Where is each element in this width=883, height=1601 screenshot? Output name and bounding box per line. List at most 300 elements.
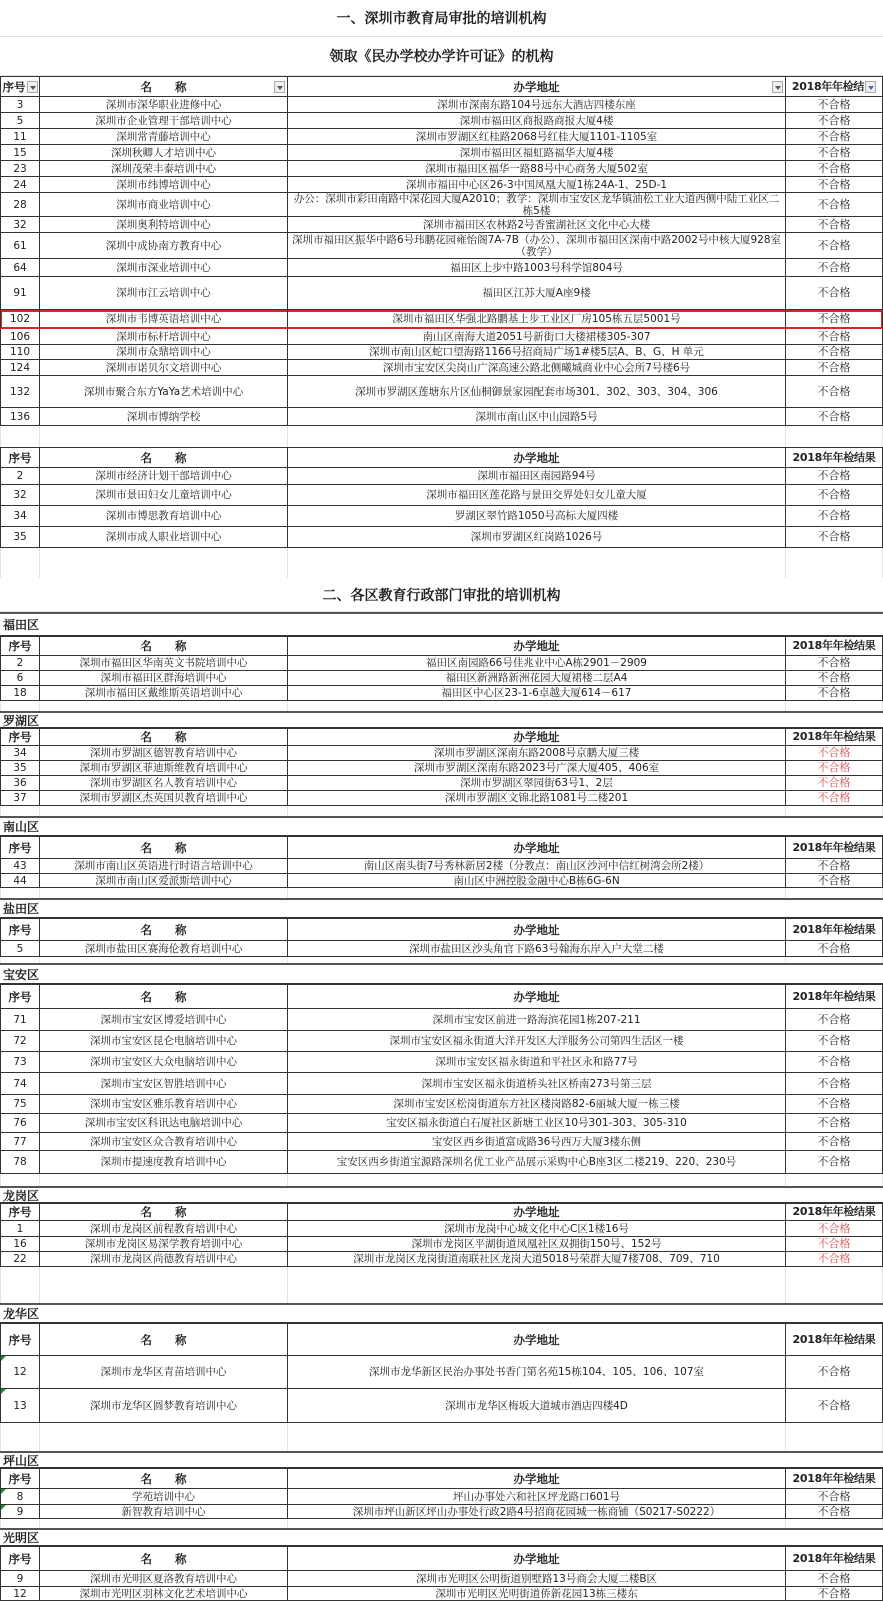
cell-result-text: 不合格 [817, 1055, 851, 1068]
cell-address[interactable] [288, 1389, 786, 1422]
cell-no[interactable] [0, 1133, 40, 1150]
column-header-result[interactable] [786, 729, 883, 745]
cell-no[interactable] [0, 161, 40, 176]
cell-name[interactable] [40, 129, 288, 144]
empty-cell[interactable] [0, 1519, 40, 1528]
empty-cell[interactable] [0, 806, 40, 816]
empty-cell[interactable] [288, 1174, 786, 1186]
cell-name-text: 深圳市标杆培训中心 [116, 330, 211, 343]
cell-address[interactable] [288, 1505, 786, 1518]
cell-name[interactable] [40, 233, 288, 258]
cell-result[interactable] [786, 1052, 883, 1072]
cell-name[interactable] [40, 113, 288, 128]
cell-no[interactable] [0, 345, 40, 359]
column-header-no[interactable] [0, 1324, 40, 1355]
empty-cell[interactable] [288, 1267, 786, 1303]
cell-address[interactable] [288, 468, 786, 484]
cell-no[interactable] [0, 1571, 40, 1586]
cell-result[interactable] [786, 761, 883, 775]
cell-name[interactable] [40, 761, 288, 775]
empty-cell[interactable] [288, 701, 786, 711]
column-header-name[interactable] [40, 1547, 288, 1570]
cell-no[interactable] [0, 1114, 40, 1132]
cell-result[interactable] [786, 310, 883, 328]
column-header-address[interactable] [288, 729, 786, 745]
empty-cell[interactable] [40, 1423, 288, 1451]
cell-result[interactable] [786, 345, 883, 359]
cell-name[interactable] [40, 1151, 288, 1173]
cell-address[interactable] [288, 1587, 786, 1600]
cell-result[interactable] [786, 859, 883, 873]
cell-no[interactable] [0, 1489, 40, 1504]
district-label: 南山区 [0, 816, 883, 836]
cell-address[interactable] [288, 360, 786, 375]
dropdown-filter-icon[interactable] [772, 81, 783, 93]
cell-name[interactable] [40, 1587, 288, 1600]
cell-result[interactable] [786, 1031, 883, 1051]
column-header-address[interactable] [288, 1469, 786, 1488]
cell-address[interactable] [288, 485, 786, 505]
cell-address[interactable] [288, 1252, 786, 1266]
cell-result[interactable] [786, 233, 883, 258]
column-header-no[interactable] [0, 448, 40, 467]
cell-name[interactable] [40, 1114, 288, 1132]
cell-address-text: 深圳市罗湖区红桂路2068号红桂大厦1101-1105室 [415, 130, 658, 143]
cell-result[interactable] [786, 485, 883, 505]
cell-result[interactable] [786, 874, 883, 887]
cell-address[interactable] [288, 527, 786, 547]
cell-result-text: 不合格 [817, 1221, 851, 1235]
column-header-address[interactable] [288, 919, 786, 940]
cell-name[interactable] [40, 1389, 288, 1422]
cell-name[interactable] [40, 1252, 288, 1266]
column-header-no[interactable] [0, 985, 40, 1008]
error-indicator-icon [1, 1389, 6, 1394]
cell-no[interactable] [0, 1252, 40, 1266]
empty-cell[interactable] [786, 1174, 883, 1186]
cell-result[interactable] [786, 1356, 883, 1388]
empty-cell[interactable] [288, 548, 786, 578]
cell-address[interactable] [288, 1052, 786, 1072]
cell-no[interactable] [0, 1073, 40, 1094]
cell-no[interactable] [0, 113, 40, 128]
cell-no[interactable] [0, 1031, 40, 1051]
cell-name[interactable] [40, 776, 288, 790]
cell-result[interactable] [786, 97, 883, 112]
cell-name[interactable] [40, 527, 288, 547]
empty-cell[interactable] [288, 426, 786, 447]
cell-result[interactable] [786, 259, 883, 276]
cell-address[interactable] [288, 129, 786, 144]
column-header-no[interactable] [0, 1547, 40, 1570]
empty-cell[interactable] [786, 1267, 883, 1303]
column-header-result[interactable] [786, 77, 883, 96]
cell-address[interactable] [288, 656, 786, 670]
cell-result[interactable] [786, 1489, 883, 1504]
cell-no[interactable] [0, 1505, 40, 1518]
cell-result[interactable] [786, 1252, 883, 1266]
cell-no[interactable] [0, 1389, 40, 1422]
cell-address-text: 南山区中洲控股金融中心B栋6G-6N [453, 874, 620, 887]
cell-result[interactable] [786, 527, 883, 547]
empty-cell[interactable] [786, 1519, 883, 1528]
column-header-result[interactable] [786, 1547, 883, 1570]
cell-name[interactable] [40, 506, 288, 526]
cell-no[interactable] [0, 193, 40, 216]
cell-name[interactable] [40, 193, 288, 216]
cell-address[interactable] [288, 329, 786, 344]
cell-address[interactable] [288, 217, 786, 232]
cell-name[interactable] [40, 874, 288, 887]
empty-cell[interactable] [786, 806, 883, 816]
column-header-result[interactable] [786, 1204, 883, 1220]
cell-no-text: 24 [13, 178, 27, 191]
cell-result[interactable] [786, 506, 883, 526]
column-header-address[interactable] [288, 1547, 786, 1570]
cell-no[interactable] [0, 776, 40, 790]
column-header-result[interactable] [786, 1469, 883, 1488]
cell-address[interactable] [288, 1356, 786, 1388]
cell-no[interactable] [0, 761, 40, 775]
cell-name[interactable] [40, 468, 288, 484]
cell-address[interactable] [288, 1114, 786, 1132]
cell-no[interactable] [0, 671, 40, 685]
cell-address[interactable] [288, 193, 786, 216]
column-header-address[interactable] [288, 985, 786, 1008]
cell-name[interactable] [40, 259, 288, 276]
column-header-address[interactable] [288, 448, 786, 467]
cell-address[interactable] [288, 345, 786, 359]
empty-cell[interactable] [288, 888, 786, 898]
cell-address-text: 深圳市福田区南园路94号 [477, 470, 596, 482]
column-header-name[interactable] [40, 1204, 288, 1220]
cell-address[interactable] [288, 1489, 786, 1504]
column-header-no[interactable] [0, 77, 40, 96]
cell-address-text: 深圳市福田中心区26-3中国凤凰大厦1栋24A-1、25D-1 [405, 178, 668, 191]
cell-no[interactable] [0, 129, 40, 144]
cell-address[interactable] [288, 177, 786, 192]
cell-name[interactable] [40, 345, 288, 359]
cell-no[interactable] [0, 376, 40, 407]
cell-address[interactable] [288, 941, 786, 956]
cell-address[interactable] [288, 113, 786, 128]
funnel-filter-icon[interactable] [865, 81, 876, 93]
cell-result[interactable] [786, 1095, 883, 1113]
column-header-no[interactable] [0, 919, 40, 940]
column-header-result[interactable] [786, 985, 883, 1008]
cell-name[interactable] [40, 408, 288, 425]
cell-no[interactable] [0, 485, 40, 505]
empty-cell[interactable] [786, 548, 883, 578]
dropdown-filter-icon[interactable] [27, 81, 38, 93]
cell-result[interactable] [786, 1587, 883, 1600]
column-header-name-text: 名 称 [140, 79, 187, 94]
cell-result[interactable] [786, 129, 883, 144]
cell-result[interactable] [786, 1389, 883, 1422]
cell-name[interactable] [40, 656, 288, 670]
column-header-name[interactable] [40, 919, 288, 940]
cell-result[interactable] [786, 408, 883, 425]
column-header-result[interactable] [786, 837, 883, 858]
cell-address[interactable] [288, 97, 786, 112]
cell-name[interactable] [40, 161, 288, 176]
cell-name[interactable] [40, 145, 288, 160]
column-header-no[interactable] [0, 1204, 40, 1220]
cell-name[interactable] [40, 360, 288, 375]
cell-result[interactable] [786, 329, 883, 344]
column-header-no[interactable] [0, 729, 40, 745]
cell-name[interactable] [40, 97, 288, 112]
cell-result[interactable] [786, 1505, 883, 1518]
column-header-address[interactable] [288, 637, 786, 655]
empty-cell[interactable] [0, 1423, 40, 1451]
cell-name[interactable] [40, 859, 288, 873]
cell-no[interactable] [0, 1221, 40, 1236]
column-header-address[interactable] [288, 77, 786, 96]
cell-result[interactable] [786, 671, 883, 685]
cell-result[interactable] [786, 941, 883, 956]
empty-cell[interactable] [0, 426, 40, 447]
cell-address[interactable] [288, 776, 786, 790]
column-header-address-text: 办学地址 [513, 922, 560, 937]
column-header-name[interactable] [40, 77, 288, 96]
empty-cell[interactable] [40, 426, 288, 447]
cell-result[interactable] [786, 277, 883, 309]
cell-address[interactable] [288, 145, 786, 160]
empty-cell[interactable] [786, 888, 883, 898]
cell-address[interactable] [288, 671, 786, 685]
cell-name[interactable] [40, 686, 288, 700]
cell-result[interactable] [786, 1133, 883, 1150]
empty-cell[interactable] [40, 806, 288, 816]
cell-address[interactable] [288, 1237, 786, 1251]
cell-result-text: 不合格 [817, 1398, 851, 1412]
cell-no[interactable] [0, 259, 40, 276]
cell-address[interactable] [288, 376, 786, 407]
cell-result[interactable] [786, 656, 883, 670]
cell-no[interactable] [0, 1052, 40, 1072]
cell-name[interactable] [40, 1095, 288, 1113]
cell-name[interactable] [40, 1221, 288, 1236]
cell-address[interactable] [288, 1221, 786, 1236]
cell-name[interactable] [40, 1133, 288, 1150]
cell-name[interactable] [40, 671, 288, 685]
cell-result[interactable] [786, 776, 883, 790]
cell-no[interactable] [0, 233, 40, 258]
cell-no[interactable] [0, 145, 40, 160]
cell-no[interactable] [0, 408, 40, 425]
cell-address[interactable] [288, 277, 786, 309]
column-header-address[interactable] [288, 1204, 786, 1220]
column-header-name[interactable] [40, 1469, 288, 1488]
cell-address[interactable] [288, 746, 786, 760]
cell-name[interactable] [40, 1073, 288, 1094]
cell-no[interactable] [0, 746, 40, 760]
cell-name[interactable] [40, 376, 288, 407]
cell-result[interactable] [786, 360, 883, 375]
empty-cell[interactable] [0, 1267, 40, 1303]
cell-no[interactable] [0, 656, 40, 670]
cell-no[interactable] [0, 329, 40, 344]
column-header-name[interactable] [40, 837, 288, 858]
cell-result[interactable] [786, 1114, 883, 1132]
cell-no[interactable] [0, 217, 40, 232]
cell-no[interactable] [0, 97, 40, 112]
column-header-address[interactable] [288, 1324, 786, 1355]
cell-no[interactable] [0, 177, 40, 192]
cell-address[interactable] [288, 1009, 786, 1030]
empty-cell[interactable] [40, 701, 288, 711]
column-header-result[interactable] [786, 1324, 883, 1355]
cell-address[interactable] [288, 859, 786, 873]
cell-result[interactable] [786, 1073, 883, 1094]
column-header-name-text: 名 称 [140, 922, 187, 937]
cell-address[interactable] [288, 1031, 786, 1051]
empty-cell[interactable] [786, 426, 883, 447]
cell-address[interactable] [288, 1151, 786, 1173]
cell-result-text: 不合格 [817, 145, 851, 159]
cell-name[interactable] [40, 485, 288, 505]
cell-result[interactable] [786, 1151, 883, 1173]
column-header-name[interactable] [40, 637, 288, 655]
column-header-name[interactable] [40, 985, 288, 1008]
cell-no[interactable] [0, 1237, 40, 1251]
cell-no[interactable] [0, 360, 40, 375]
cell-address[interactable] [288, 233, 786, 258]
empty-cell[interactable] [288, 1423, 786, 1451]
cell-no-text: 12 [13, 1366, 27, 1378]
cell-name[interactable] [40, 1505, 288, 1518]
cell-name[interactable] [40, 329, 288, 344]
cell-no[interactable] [0, 1356, 40, 1388]
cell-result[interactable] [786, 1221, 883, 1236]
cell-no[interactable] [0, 1009, 40, 1030]
cell-name[interactable] [40, 310, 288, 328]
cell-result[interactable] [786, 177, 883, 192]
cell-no[interactable] [0, 1095, 40, 1113]
cell-address[interactable] [288, 408, 786, 425]
cell-no[interactable] [0, 310, 40, 328]
cell-no[interactable] [0, 468, 40, 484]
cell-name[interactable] [40, 1571, 288, 1586]
column-header-no[interactable] [0, 1469, 40, 1488]
cell-no[interactable] [0, 1151, 40, 1173]
cell-address[interactable] [288, 1073, 786, 1094]
cell-name[interactable] [40, 177, 288, 192]
column-header-result[interactable] [786, 919, 883, 940]
cell-name[interactable] [40, 217, 288, 232]
cell-result[interactable] [786, 746, 883, 760]
cell-address[interactable] [288, 506, 786, 526]
cell-address[interactable] [288, 259, 786, 276]
cell-no[interactable] [0, 506, 40, 526]
cell-result[interactable] [786, 791, 883, 805]
cell-name[interactable] [40, 746, 288, 760]
column-header-name[interactable] [40, 448, 288, 467]
cell-result[interactable] [786, 193, 883, 216]
empty-cell[interactable] [0, 1174, 40, 1186]
cell-name-text: 深圳市博纳学校 [126, 410, 201, 423]
empty-cell[interactable] [40, 1519, 288, 1528]
cell-result[interactable] [786, 376, 883, 407]
empty-cell[interactable] [786, 701, 883, 711]
column-header-no[interactable] [0, 637, 40, 655]
cell-address-text: 南山区南头街7号秀林新居2楼（分教点：南山区沙河中信红树湾会所2楼） [363, 860, 710, 872]
cell-address[interactable] [288, 761, 786, 775]
cell-name[interactable] [40, 1031, 288, 1051]
cell-no[interactable] [0, 859, 40, 873]
column-header-result[interactable] [786, 448, 883, 467]
cell-no-text: 16 [13, 1238, 27, 1250]
cell-address[interactable] [288, 1571, 786, 1586]
cell-address[interactable] [288, 1133, 786, 1150]
empty-cell[interactable] [288, 1519, 786, 1528]
cell-no[interactable] [0, 941, 40, 956]
cell-result[interactable] [786, 1009, 883, 1030]
empty-cell[interactable] [0, 701, 40, 711]
cell-address[interactable] [288, 874, 786, 887]
cell-result-text: 不合格 [817, 384, 851, 398]
cell-name[interactable] [40, 1237, 288, 1251]
empty-cell[interactable] [288, 806, 786, 816]
cell-address[interactable] [288, 310, 786, 328]
cell-name[interactable] [40, 1356, 288, 1388]
cell-name[interactable] [40, 1052, 288, 1072]
column-header-result[interactable] [786, 637, 883, 655]
cell-result[interactable] [786, 113, 883, 128]
cell-no[interactable] [0, 277, 40, 309]
dropdown-filter-icon[interactable] [274, 81, 285, 93]
cell-result[interactable] [786, 161, 883, 176]
table-row [0, 329, 883, 345]
cell-result[interactable] [786, 686, 883, 700]
empty-cell[interactable] [40, 888, 288, 898]
cell-address[interactable] [288, 1095, 786, 1113]
cell-name[interactable] [40, 941, 288, 956]
cell-name[interactable] [40, 277, 288, 309]
cell-address-text: 深圳市盐田区沙头角官下路63号翰海东岸入户大堂二楼 [409, 942, 664, 955]
empty-cell[interactable] [0, 548, 40, 578]
cell-result[interactable] [786, 1237, 883, 1251]
cell-address[interactable] [288, 161, 786, 176]
empty-cell[interactable] [0, 888, 40, 898]
cell-address[interactable] [288, 686, 786, 700]
column-header-name[interactable] [40, 729, 288, 745]
cell-result[interactable] [786, 217, 883, 232]
cell-no[interactable] [0, 874, 40, 887]
cell-address[interactable] [288, 791, 786, 805]
column-header-no[interactable] [0, 837, 40, 858]
cell-name[interactable] [40, 791, 288, 805]
cell-result[interactable] [786, 145, 883, 160]
empty-cell[interactable] [40, 1267, 288, 1303]
cell-name[interactable] [40, 1009, 288, 1030]
column-header-address-text: 办学地址 [513, 639, 560, 653]
cell-no[interactable] [0, 1587, 40, 1600]
empty-cell[interactable] [40, 548, 288, 578]
column-header-name[interactable] [40, 1324, 288, 1355]
cell-result-text: 不合格 [817, 859, 851, 872]
cell-no[interactable] [0, 686, 40, 700]
column-header-address[interactable] [288, 837, 786, 858]
cell-no[interactable] [0, 527, 40, 547]
empty-cell[interactable] [40, 1174, 288, 1186]
cell-result[interactable] [786, 1571, 883, 1586]
cell-result[interactable] [786, 468, 883, 484]
empty-cell[interactable] [786, 1423, 883, 1451]
cell-no[interactable] [0, 791, 40, 805]
cell-name[interactable] [40, 1489, 288, 1504]
